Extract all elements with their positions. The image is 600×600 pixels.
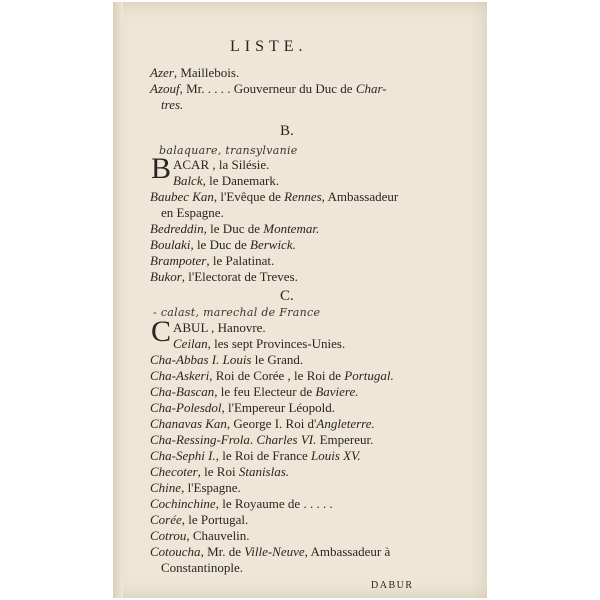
entry-cotrou: Cotrou, Chauvelin.: [150, 528, 250, 543]
entry-cotoucha: Cotoucha, Mr. de Ville-Neuve, Ambassadeur à: [150, 544, 391, 559]
entry-bedreddin: Bedreddin, le Duc de Montemar.: [150, 221, 320, 236]
entry-bukor: Bukor, l'Electorat de Treves.: [150, 269, 298, 284]
entry-cha-ressing: Cha-Ressing-Frola. Charles VI. Empereur.: [150, 432, 374, 447]
entry-cabul: ABUL , Hanovre.: [173, 320, 266, 335]
drop-cap-c: C: [151, 315, 172, 348]
section-heading-b: B.: [280, 123, 294, 139]
entry-chine: Chine, l'Espagne.: [150, 480, 241, 495]
entry-baubec-continued: en Espagne.: [161, 205, 224, 220]
page-gutter: [113, 2, 123, 598]
entry-cotoucha-continued: Constantinople.: [161, 560, 243, 575]
entry-cha-sephi: Cha-Sephi I., le Roi de France Louis XV.: [150, 448, 361, 463]
section-heading-c: C.: [280, 288, 294, 304]
entry-baubec: Baubec Kan, l'Evêque de Rennes, Ambassadeur: [150, 189, 399, 204]
entry-bacar: ACAR , la Silésie.: [173, 157, 270, 172]
catchword: DABUR: [371, 580, 414, 591]
entry-azer: Azer, Maillebois.: [150, 65, 240, 80]
entry-checoter: Checoter, le Roi Stanislas.: [150, 464, 290, 479]
entry-balck: Balck, le Danemark.: [173, 173, 280, 188]
entry-coree: Corée, le Portugal.: [150, 512, 249, 527]
entry-brampoter: Brampoter, le Palatinat.: [150, 253, 275, 268]
entry-azouf: Azouf, Mr. . . . . Gouverneur du Duc de Char-: [150, 81, 387, 96]
entry-cha-polesdol: Cha-Polesdol, l'Empereur Léopold.: [150, 400, 336, 415]
entry-cha-bascan: Cha-Bascan, le feu Electeur de Baviere.: [150, 384, 359, 399]
entry-boulaki: Boulaki, le Duc de Berwick.: [150, 237, 296, 252]
entry-azouf-continued: tres.: [161, 97, 184, 112]
entry-cochinchine: Cochinchine, le Royaume de . . . . .: [150, 496, 333, 511]
entry-chanavas: Chanavas Kan, George I. Roi d'Angleterre.: [150, 416, 375, 431]
entry-cha-askeri: Cha-Askeri, Roi de Corée , le Roi de Portugal.: [150, 368, 394, 383]
handwritten-annotation-b: balaquare, transylvanie: [159, 144, 298, 157]
handwritten-annotation-c: - calast, marechal de France: [153, 306, 321, 319]
book-page: [113, 2, 487, 598]
drop-cap-b: B: [151, 152, 172, 185]
entry-ceilan: Ceilan, les sept Provinces-Unies.: [173, 336, 346, 351]
entry-cha-abbas: Cha-Abbas I. Louis le Grand.: [150, 352, 304, 367]
page-title: LISTE.: [230, 38, 308, 55]
